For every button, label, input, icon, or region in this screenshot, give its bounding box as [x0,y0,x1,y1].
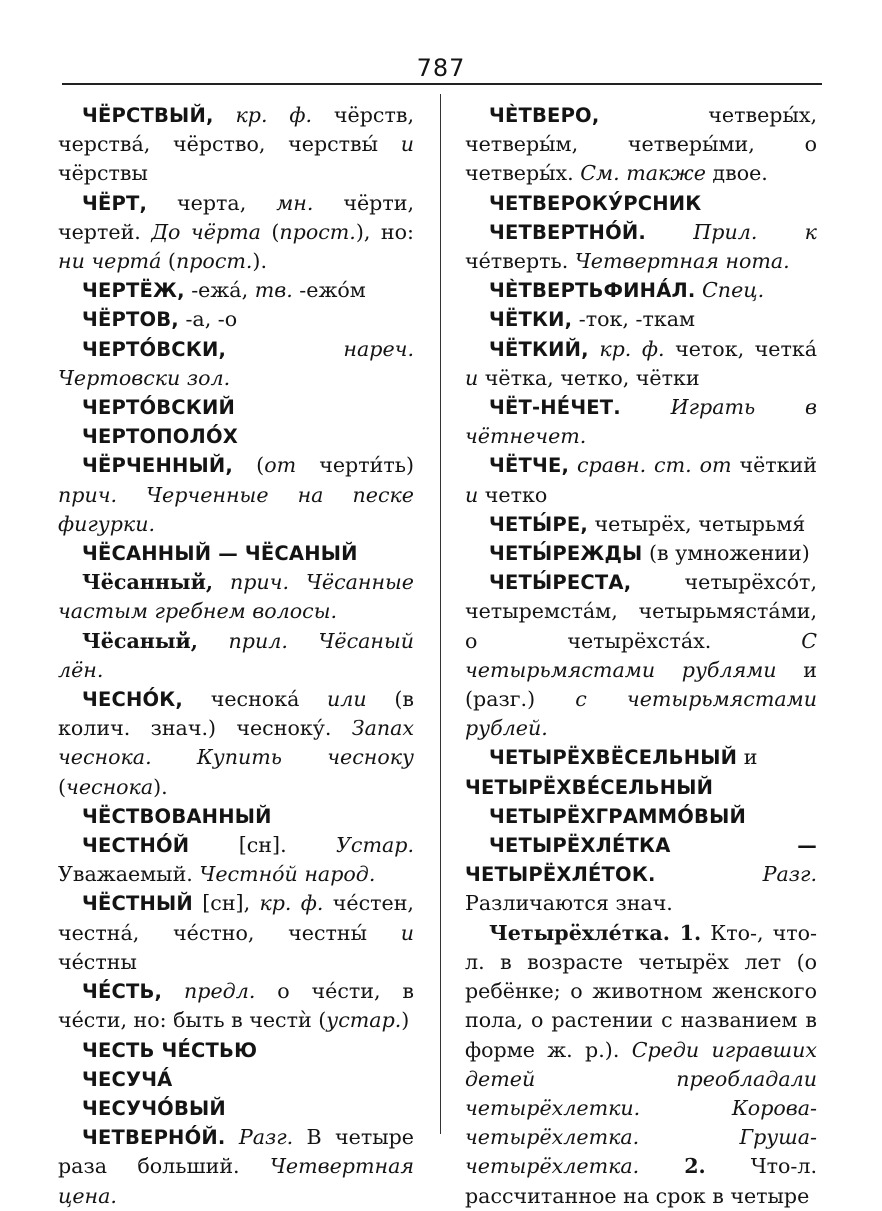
dictionary-entry [465,335,817,393]
italic-text: Запах чеснока. Купить чесноку [58,716,414,770]
entry-text: -ток, -ткам [572,307,696,332]
italic-text: кр. ф. [259,891,324,916]
entry-text: -ежа́, [184,278,255,303]
italic-text: кр. ф. [588,336,665,361]
headword: ЧЁТКИ, [489,308,573,332]
italic-text: прост. [175,249,253,274]
dictionary-entry [58,1065,414,1094]
headword: ЧЕТЫ́РЕ, [489,512,589,536]
entry-text: четок, четка́ [664,336,817,361]
entry-text: ). [153,774,168,799]
right-column [465,101,817,1211]
headword: ЧЕТВЕРНО́Й. [82,1126,226,1150]
italic-text: Среди игравших детей преобладали четырёхлетки. Корова-четырёхлетка. Груша-четырёхлетка. [465,1037,817,1179]
dictionary-entry [58,276,414,305]
italic-text: Честно́й народ. [199,862,376,887]
entry-text: че́стен, честна́, че́стно, честны́ [58,891,414,945]
headword: ЧЕСТНО́Й [82,834,190,858]
entry-text: че́тверть. [465,249,575,274]
italic-text: предл. [162,979,256,1004]
headword: ЧЁСТВОВАННЫЙ [82,804,272,828]
italic-text: и [400,132,414,157]
italic-text: устар. [326,1008,402,1033]
entry-text: Уважаемый. [58,862,200,887]
headword: Четырёхле́тка. 1. [489,920,702,945]
headword: ЧЁТКИЙ, [489,337,589,361]
entry-text: В четыре раза больший. [58,1125,414,1179]
dictionary-entry [58,802,414,831]
dictionary-entry [58,1094,414,1123]
dictionary-entry [58,568,414,626]
entry-text: чёрствы [58,161,148,186]
page-number: 787 [416,54,466,82]
dictionary-entry [465,773,817,802]
italic-text: и [400,920,414,945]
dictionary-entry [58,1036,414,1065]
italic-text: прост. [279,219,356,244]
headword: ЧЕСТЬ ЧЕ́СТЬЮ [82,1038,258,1062]
dictionary-entry [465,802,817,831]
headword: ЧЀТВЕРТЬФИНА́Л. [489,279,696,303]
dictionary-entry [465,101,817,189]
headword: ЧЕТЫРЁХВЁСЕЛЬНЫЙ [489,746,738,770]
dictionary-entry [465,218,817,276]
dictionary-entry [465,568,817,743]
italic-text: сравн. ст. от [569,453,732,478]
entry-text: чёткий [731,453,817,478]
headword: ЧЕТВЕРТНО́Й. [489,220,646,244]
entry-text: чётка, четко, чётки [478,365,700,390]
entry-text: чеснока́ [183,687,328,712]
dictionary-entry [465,831,817,919]
entry-text: че́стны [58,949,137,974]
headword: ЧЁСАННЫЙ — ЧЁСАНЫЙ [82,542,358,566]
left-column [58,101,414,1211]
dictionary-entry [465,451,817,509]
dictionary-entry [465,276,817,305]
dictionary-entry [465,189,817,218]
italic-text: Четвертная нота. [574,249,790,274]
italic-text: кр. ф. [213,103,313,127]
sense-number: 2. [684,1154,706,1179]
italic-text: Играть в чётнечет. [465,395,817,449]
dictionary-entry [58,451,414,539]
headword: ЧЕ́СТЬ, [82,980,163,1004]
headword: ЧЁТ-НЕ́ЧЕТ. [489,396,621,420]
italic-text: прич. Чёсанные частым гребнем волосы. [58,570,414,624]
headword: ЧЕРТОПОЛО́Х [82,425,238,449]
headword: ЧЕРТО́ВСКИЙ [82,396,236,420]
dictionary-entry [465,743,817,772]
entry-text: и [737,745,758,770]
italic-text: До чёрта [151,219,261,244]
headword: ЧЁРСТВЫЙ, [82,104,214,127]
italic-text: от [264,453,297,478]
headword: ЧЕТЫРЁХВЕ́СЕЛЬНЫЙ [465,775,714,799]
italic-text: с четырьмястами рублей. [465,687,817,741]
italic-text: чеснока [66,774,154,799]
headword: ЧЕСНО́К, [82,688,184,712]
italic-text: прич. Черченные на песке фигурки. [58,482,414,536]
entry-text: Различаются знач. [465,891,673,916]
italic-text: Прил. к [645,219,817,244]
dictionary-entry [58,539,414,568]
dictionary-entry [58,335,414,393]
headword: ЧЁРЧЕННЫЙ, [82,454,234,478]
headword: ЧЕСУЧА́ [82,1067,173,1091]
dictionary-entry [58,977,414,1035]
dictionary-entry [58,831,414,889]
dictionary-entry [58,889,414,977]
headword: ЧЕТВЕРОКУ́РСНИК [489,191,702,215]
headword: ЧЁТЧЕ, [489,454,570,478]
headword: ЧЕРТО́ВСКИ, [82,337,227,361]
entry-text: четверы́х, четверы́м, четверы́ми, о четверы́х. [465,103,817,186]
headword: ЧЁРТ, [82,191,148,215]
italic-text: Спец. [695,278,765,303]
italic-text: нареч. Чертовски зол. [58,336,414,390]
dictionary-entry [465,393,817,451]
headword: ЧЀТВЕРО, [489,104,600,127]
italic-text: Четвертная цена. [58,1154,414,1208]
dictionary-entry [58,101,414,189]
entry-text: Что-л. рассчитанное на срок в четыре [465,1154,817,1208]
dictionary-entry [58,422,414,451]
italic-text: С четырьмястами рублями [465,628,817,682]
dictionary-entry [465,305,817,334]
dictionary-entry [58,627,414,685]
entry-text: ( [58,774,67,799]
entry-text: Кто-, что-л. в возрасте четырёх лет (о ребёнке; о животном женского пола, о растении с названием в форме ж. р.). [465,920,817,1062]
entry-text: -а, -о [178,307,238,332]
entry-text: ). [252,249,268,274]
italic-text: Разг. [225,1125,294,1150]
dictionary-entry [58,685,414,802]
dictionary-entry [465,539,817,568]
entry-text: четырёх, четырьмя́ [588,511,806,536]
entry-text: четырёхсо́т, четыремста́м, четырьмяста́ми, о четырёхста́х. [465,570,817,653]
column-divider [440,94,441,1134]
header-rule [62,83,822,85]
italic-text: Разг. [655,862,817,887]
italic-text: прил. Чёсаный лён. [58,628,414,682]
headword: Чёсанный, [82,570,214,595]
italic-text: ни черта́ [58,249,162,274]
italic-text: тв. [254,278,293,303]
entry-text: и (разг.) [465,657,817,712]
entry-text: ( [233,453,265,478]
entry-text: черта, [147,190,277,215]
entry-text: ( [161,249,176,274]
entry-text: [сн], [192,891,260,916]
italic-text: и [465,482,479,507]
headword: ЧЕТЫ́РЕЖДЫ [489,542,643,566]
entry-text: ) [401,1008,410,1033]
entry-text: (в умножении) [642,541,810,566]
headword: ЧЕТЫРЁХГРАММО́ВЫЙ [489,804,747,828]
italic-text: См. также [580,161,706,186]
entry-text: чёрти, чертей. [58,190,414,244]
entry-text: ( [260,219,280,244]
entry-text: о че́сти, в че́сти, но: быть в честѝ ( [58,979,414,1033]
entry-text: (в колич. знач.) чесноку́. [58,687,414,741]
entry-text: [сн]. [189,833,337,858]
headword: ЧЁРТОВ, [82,308,179,332]
entry-text: четко [478,482,548,507]
headword: ЧЕТЫ́РЕСТА, [489,571,632,595]
headword: ЧЕТЫРЁХЛЕ́ТКА — ЧЕТЫРЁХЛЕ́ТОК. [465,834,817,887]
entry-text: чёрств, черства́, чёрство, черствы́ [58,103,414,157]
dictionary-entry [58,305,414,334]
headword: ЧЕСУЧО́ВЫЙ [82,1096,226,1120]
headword: ЧЁСТНЫЙ [82,892,193,916]
entry-text [639,1154,684,1178]
entry-text: ), но: [355,219,414,244]
headword: Чёсаный, [82,628,198,653]
entry-text: -ежо́м [292,278,366,303]
headword: ЧЕРТЁЖ, [82,279,185,303]
italic-text: или [327,687,367,712]
dictionary-entry [58,189,414,277]
italic-text: и [465,365,479,390]
entry-text: черти́ть) [296,453,414,478]
italic-text: мн. [276,190,314,215]
italic-text: Устар. [336,833,414,858]
dictionary-entry [465,510,817,539]
dictionary-entry [58,393,414,422]
dictionary-entry [465,919,817,1211]
entry-text: двое. [705,161,768,186]
dictionary-entry [58,1123,414,1211]
